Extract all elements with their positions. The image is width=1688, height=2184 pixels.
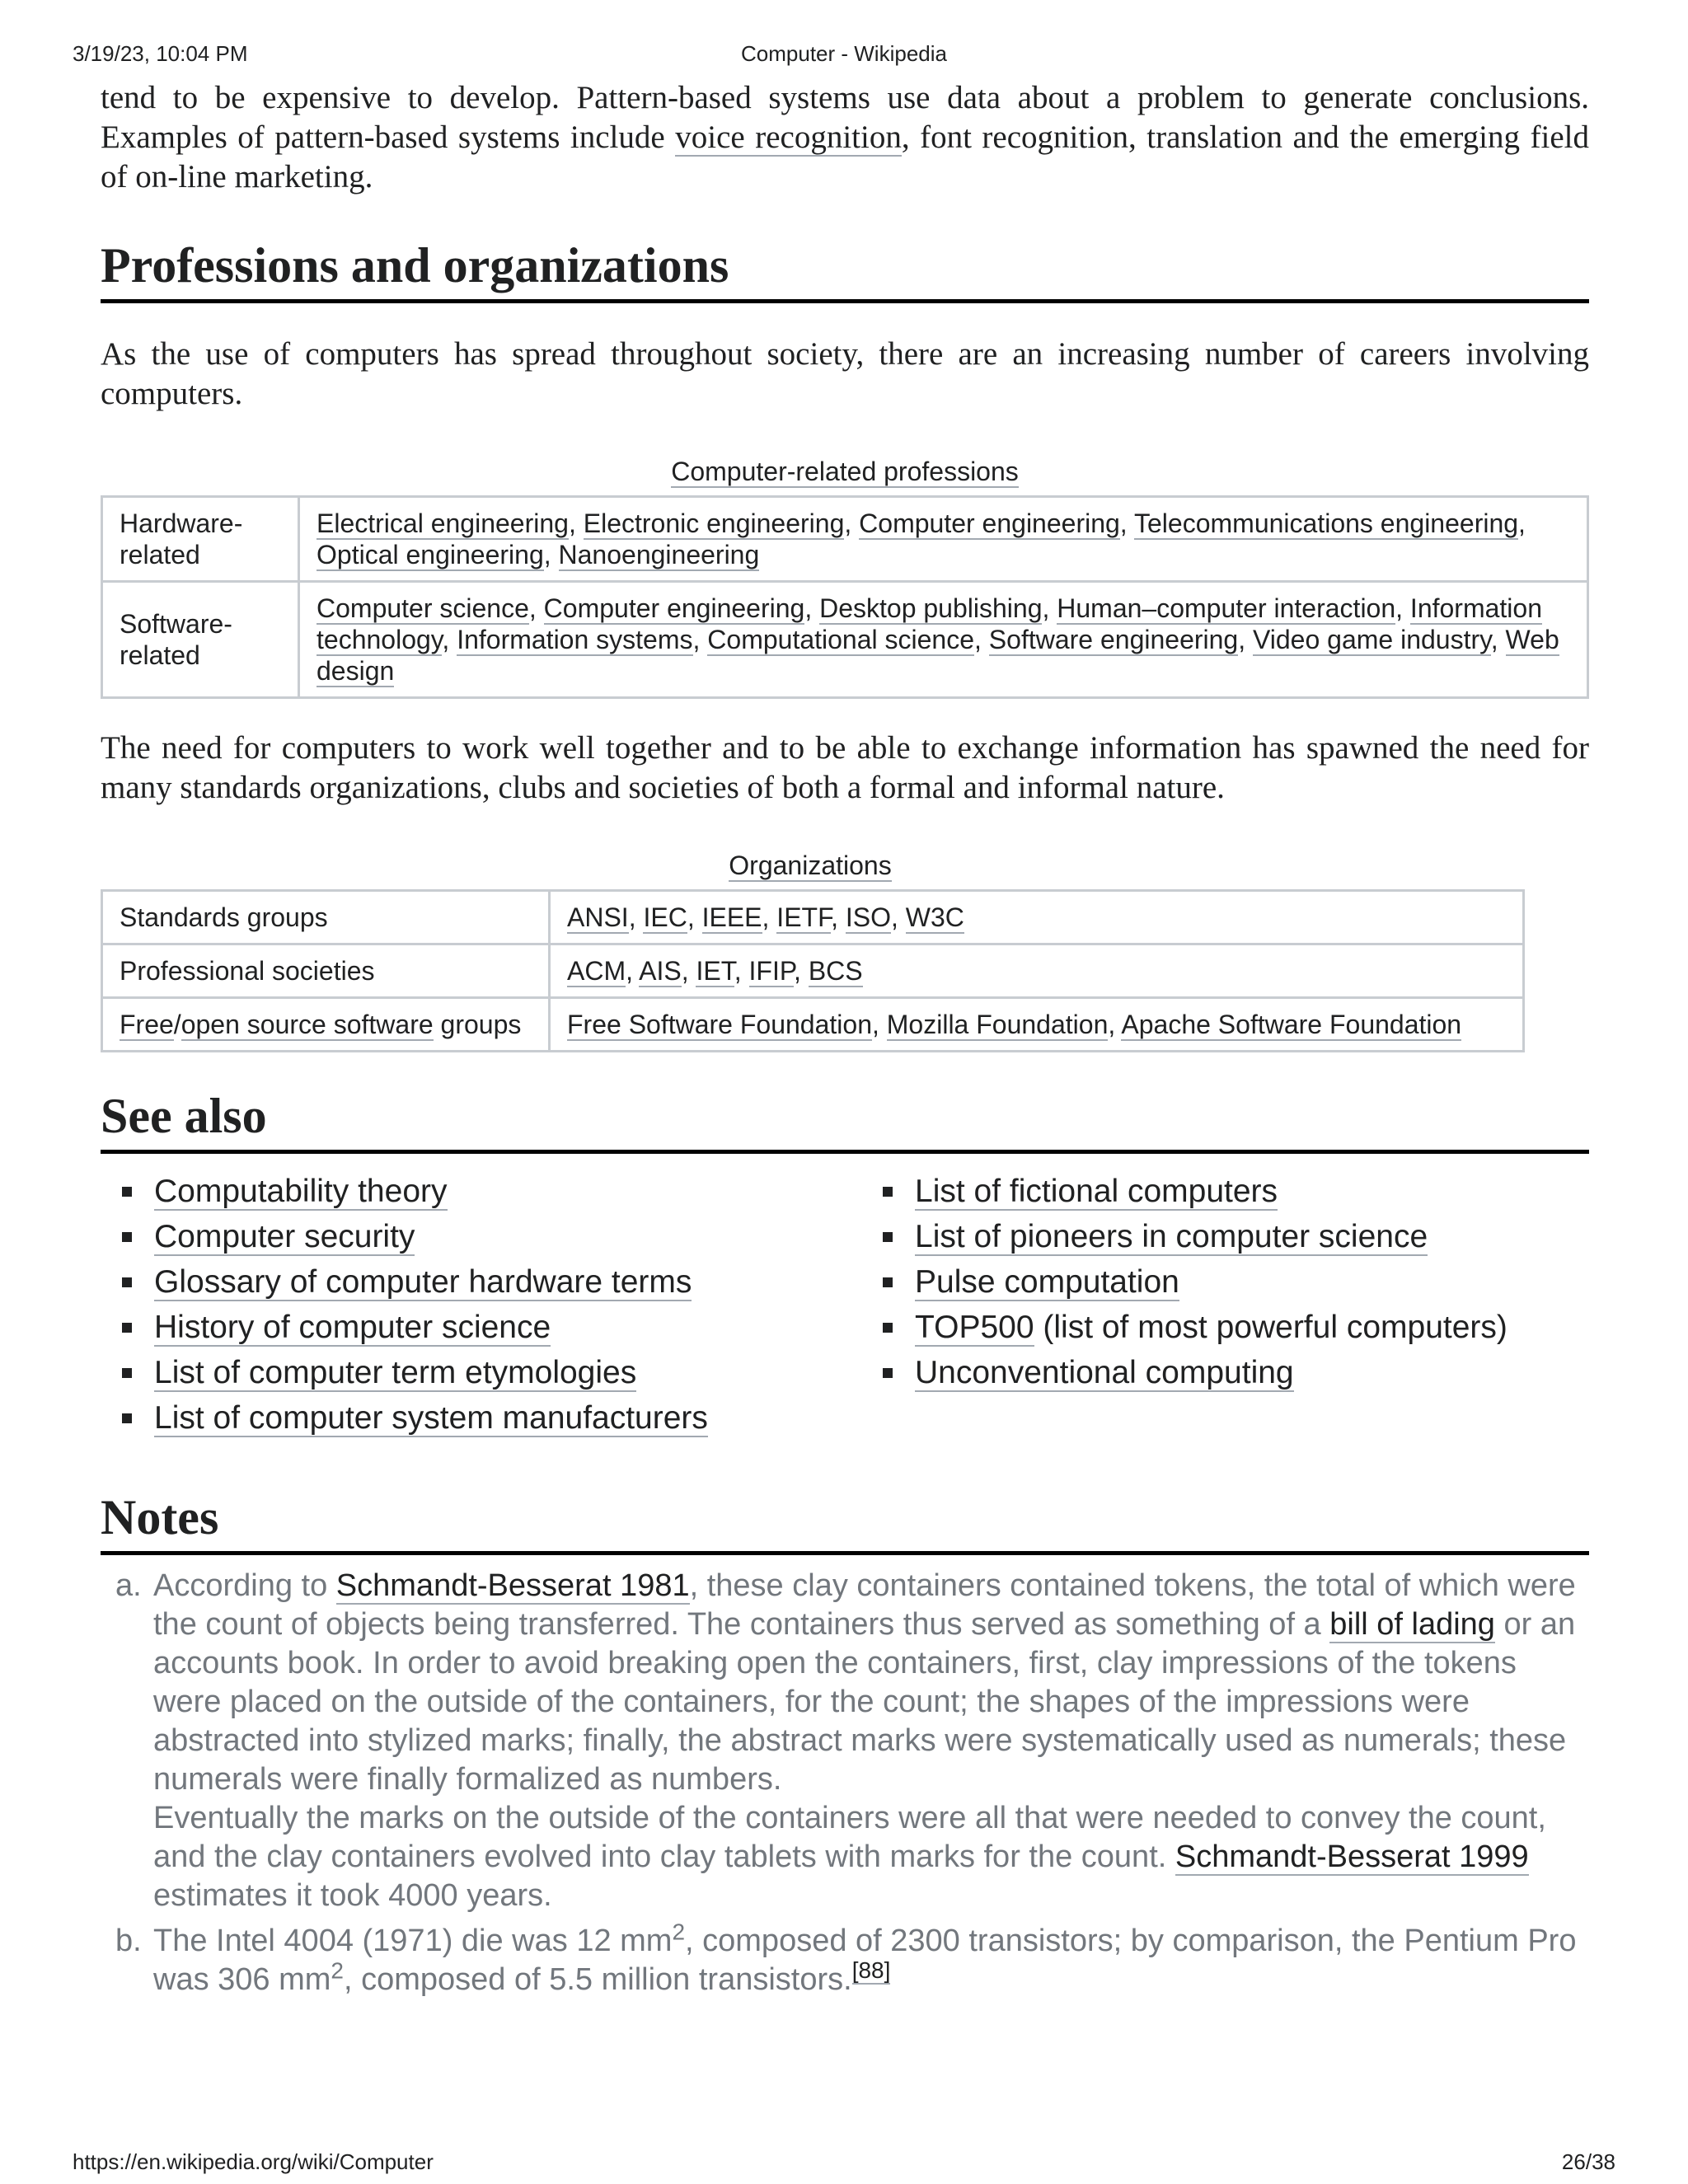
see-also-item [861, 1305, 1507, 1350]
link-software-engineering[interactable]: Software engineering [988, 625, 1239, 654]
see-also-item [101, 1395, 861, 1441]
professions-row [102, 582, 1588, 698]
article-content [101, 78, 1589, 1999]
professions-row [102, 497, 1588, 582]
see-also-item [861, 1214, 1507, 1259]
row-label: Free/open source software groups [102, 998, 550, 1052]
heading-see-also: See also [101, 1087, 1589, 1154]
see-also-left-column [101, 1169, 861, 1441]
intro-paragraph: tend to be expensive to develop. Pattern-based systems use data about a problem to generate conclusions. Examples of pattern-based systems include voice recognition, font recognition, translation and the emerging field of on-line marketing. [101, 80, 1589, 194]
see-also-item [101, 1259, 861, 1305]
heading-notes: Notes [101, 1488, 1589, 1555]
row-links: ACM, AIS, IET, IFIP, BCS [550, 944, 1524, 998]
link-free-software-foundation[interactable]: Free Software Foundation [567, 1010, 872, 1039]
link-list-of-fictional-computers[interactable]: List of fictional computers [915, 1174, 1278, 1209]
link-schmandt-1981[interactable]: Schmandt-Besserat 1981 [335, 1568, 690, 1603]
see-also-list [101, 1169, 1589, 1441]
see-also-item [101, 1350, 861, 1395]
citation-88[interactable]: [88] [851, 1957, 891, 1984]
link-iso[interactable]: ISO [845, 902, 891, 932]
link-information-technology[interactable]: Information technology [316, 593, 1542, 654]
link-electrical-engineering[interactable]: Electrical engineering [316, 509, 569, 538]
print-url: https://en.wikipedia.org/wiki/Computer [73, 2149, 434, 2174]
link-computer-engineering[interactable]: Computer engineering [543, 593, 805, 623]
link-ais[interactable]: AIS [639, 956, 682, 986]
professions-table [101, 495, 1589, 699]
organizations-table-caption[interactable]: Organizations [729, 851, 892, 880]
link-ietf[interactable]: IETF [776, 902, 832, 932]
link-list-of-computer-system-manufacturers[interactable]: List of computer system manufacturers [154, 1400, 708, 1436]
see-also-item [861, 1169, 1507, 1214]
link-human-computer-interaction[interactable]: Human–computer interaction [1057, 593, 1396, 623]
organizations-paragraph: The need for computers to work well together and to be able to exchange information has spawned the need for many standards organizations, clubs and societies of both a formal and informal nature. [101, 730, 1589, 805]
note-b-marker: b. [115, 1924, 142, 1958]
link-unconventional-computing[interactable]: Unconventional computing [915, 1355, 1294, 1390]
link-top500[interactable]: TOP500 [915, 1310, 1034, 1345]
row-label: Software-related [102, 582, 299, 698]
link-apache-software-foundation[interactable]: Apache Software Foundation [1121, 1010, 1462, 1039]
page-number: 26/38 [1561, 2149, 1615, 2174]
link-ansi[interactable]: ANSI [567, 902, 629, 932]
link-history-of-computer-science[interactable]: History of computer science [154, 1310, 551, 1345]
organizations-table [101, 889, 1525, 1052]
organizations-row [102, 944, 1524, 998]
note-a-marker: a. [115, 1568, 142, 1603]
professions-paragraph: As the use of computers has spread throughout society, there are an increasing number of careers involving computers. [101, 336, 1589, 411]
row-links: Electrical engineering, Electronic engineering, Computer engineering, Telecommunications engineering, Optical engineering, Nanoengineering [299, 497, 1588, 582]
row-links: ANSI, IEC, IEEE, IETF, ISO, W3C [550, 891, 1524, 944]
row-links: Computer science, Computer engineering, Desktop publishing, Human–computer interaction, Information technology, Information systems, Computational science, Software engineering, Video game industry, Web design [299, 582, 1588, 698]
link-computational-science[interactable]: Computational science [707, 625, 975, 654]
link-optical-engineering[interactable]: Optical engineering [316, 540, 544, 569]
top500-description: (list of most powerful computers) [1034, 1310, 1507, 1345]
note-b: b. The Intel 4004 (1971) die was 12 $mm^2$, composed of 2300 transistors; by comparison, the Pentium Pro was 306 $mm^2$, composed of 5.5 million transistors.[88] [115, 1919, 1577, 1997]
link-electronic-engineering[interactable]: Electronic engineering [583, 509, 845, 538]
link-mozilla-foundation[interactable]: Mozilla Foundation [886, 1010, 1109, 1039]
professions-table-caption[interactable]: Computer-related professions [671, 457, 1019, 486]
see-also-item [861, 1259, 1507, 1305]
link-ieee[interactable]: IEEE [701, 902, 762, 932]
link-iec[interactable]: IEC [643, 902, 687, 932]
see-also-item [101, 1169, 861, 1214]
print-date: 3/19/23, 10:04 PM [73, 41, 248, 66]
heading-professions: Professions and organizations [101, 237, 1589, 303]
link-bcs[interactable]: BCS [808, 956, 863, 986]
link-schmandt-1999[interactable]: Schmandt-Besserat 1999 [1175, 1840, 1529, 1874]
row-label: Professional societies [102, 944, 550, 998]
notes-list [101, 1567, 1589, 1999]
link-computer-science[interactable]: Computer science [316, 593, 529, 623]
note-a: a. According to Schmandt-Besserat 1981, these clay containers contained tokens, the total of which were the count of objects being transferred. The containers thus served as something of a bill of lading or an accounts book. In order to avoid breaking open the containers, first, clay impressions of the tokens were placed on the outside of the containers, for the count; the shapes of the impressions were abstracted into stylized marks; finally, the abstract marks were systematically used as numerals; these numerals were finally formalized as numbers. Eventually the marks on the outside of the containers were all that were needed to convey the count, and the clay containers evolved into clay tablets with marks for the count. Schmandt-Besserat 1999 estimates it took 4000 years. [115, 1568, 1576, 1913]
see-also-item [861, 1350, 1507, 1395]
link-computer-engineering[interactable]: Computer engineering [859, 509, 1120, 538]
organizations-row [102, 998, 1524, 1052]
link-list-of-computer-term-etymologies[interactable]: List of computer term etymologies [154, 1355, 637, 1390]
see-also-right-column [861, 1169, 1507, 1441]
link-iet[interactable]: IET [696, 956, 734, 986]
link-bill-of-lading[interactable]: bill of lading [1329, 1607, 1495, 1642]
link-ifip[interactable]: IFIP [748, 956, 795, 986]
link-list-of-pioneers-in-computer-science[interactable]: List of pioneers in computer science [915, 1219, 1428, 1254]
link-glossary-of-computer-hardware-terms[interactable]: Glossary of computer hardware terms [154, 1264, 692, 1300]
link-open-source-software[interactable]: open source software [181, 1010, 434, 1039]
organizations-row [102, 891, 1524, 944]
link-nanoengineering[interactable]: Nanoengineering [558, 540, 760, 569]
link-information-systems[interactable]: Information systems [457, 625, 693, 654]
link-computability-theory[interactable]: Computability theory [154, 1174, 448, 1209]
link-voice-recognition[interactable]: voice recognition [675, 120, 902, 155]
link-video-game-industry[interactable]: Video game industry [1253, 625, 1491, 654]
link-computer-security[interactable]: Computer security [154, 1219, 415, 1254]
print-title: Computer - Wikipedia [741, 41, 947, 66]
link-web-design[interactable]: Web design [316, 625, 1559, 686]
see-also-item [101, 1305, 861, 1350]
row-label: Standards groups [102, 891, 550, 944]
row-label: Hardware-related [102, 497, 299, 582]
link-free[interactable]: Free [120, 1010, 174, 1039]
link-telecommunications-engineering[interactable]: Telecommunications engineering [1134, 509, 1519, 538]
link-acm[interactable]: ACM [567, 956, 626, 986]
link-pulse-computation[interactable]: Pulse computation [915, 1264, 1179, 1300]
see-also-item [101, 1214, 861, 1259]
link-desktop-publishing[interactable]: Desktop publishing [819, 593, 1043, 623]
row-links: Free Software Foundation, Mozilla Foundation, Apache Software Foundation [550, 998, 1524, 1052]
link-w3c[interactable]: W3C [905, 902, 964, 932]
